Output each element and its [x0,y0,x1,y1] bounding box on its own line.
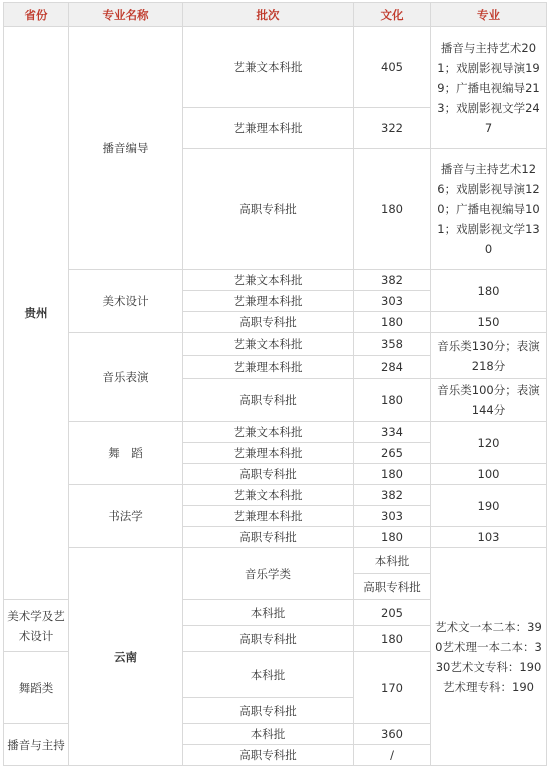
score-table [3,2,547,766]
culture-score: 334 [354,422,431,443]
batch-cell: 艺兼文本科批 [183,270,354,291]
major-score: 103 [431,527,547,548]
culture-score-merged: 艺术文一本二本：390艺术理一本二本：330艺术文专科：190艺术理专科：190 [431,548,547,766]
culture-score: 303 [354,291,431,312]
batch-cell: 艺兼文本科批 [183,333,354,356]
batch-cell: 艺兼理本科批 [183,506,354,527]
batch-cell: 艺兼理本科批 [183,108,354,149]
major-score: 205 [354,600,431,626]
header-culture: 文化 [354,3,431,27]
culture-score: 180 [354,379,431,422]
culture-score: / [354,745,431,766]
culture-score: 180 [354,527,431,548]
table-row [4,27,547,108]
table-row [4,333,547,356]
table-row [4,485,547,506]
culture-score: 180 [354,464,431,485]
table-row [4,270,547,291]
major-score: 180 [431,270,547,312]
batch-cell: 艺兼文本科批 [183,27,354,108]
batch-cell: 艺兼理本科批 [183,443,354,464]
batch-cell: 高职专科批 [183,745,354,766]
batch-cell: 本科批 [183,652,354,698]
major-score: 音乐类130分；表演218分 [431,333,547,379]
culture-score: 382 [354,270,431,291]
batch-cell: 高职专科批 [183,149,354,270]
table-row [4,422,547,443]
province-guizhou: 贵州 [4,27,69,600]
culture-score: 303 [354,506,431,527]
header-major-name: 专业名称 [69,3,183,27]
culture-score: 180 [354,312,431,333]
culture-score: 382 [354,485,431,506]
province-yunnan: 云南 [69,548,183,766]
batch-cell: 高职专科批 [183,527,354,548]
major-score: 170 [354,652,431,724]
batch-cell: 高职专科批 [183,698,354,724]
major-score: 150 [431,312,547,333]
major-name: 音乐表演 [69,333,183,422]
major-score: 190 [431,485,547,527]
culture-score: 284 [354,356,431,379]
culture-score: 358 [354,333,431,356]
major-name: 美术设计 [69,270,183,333]
batch-cell: 本科批 [183,600,354,626]
major-score: 120 [431,422,547,464]
batch-cell: 艺兼文本科批 [183,485,354,506]
culture-score: 180 [354,149,431,270]
batch-cell: 高职专科批 [183,464,354,485]
major-name: 美术学及艺术设计 [4,600,69,652]
header-major: 专业 [431,3,547,27]
header-row [4,3,547,27]
culture-score: 322 [354,108,431,149]
batch-cell: 高职专科批 [183,379,354,422]
culture-score: 265 [354,443,431,464]
culture-score: 405 [354,27,431,108]
major-name: 舞蹈类 [4,652,69,724]
major-name: 舞 蹈 [69,422,183,485]
major-score: 音乐类100分；表演144分 [431,379,547,422]
batch-cell: 高职专科批 [183,626,354,652]
header-province: 省份 [4,3,69,27]
major-score: 播音与主持艺术126；戏剧影视导演120；广播电视编导101；戏剧影视文学130 [431,149,547,270]
major-name: 播音与主持 [4,724,69,766]
major-score: 播音与主持艺术201；戏剧影视导演199；广播电视编导213；戏剧影视文学247 [431,27,547,149]
culture-score: 360 [354,724,431,745]
major-name: 音乐学类 [183,548,354,600]
batch-cell: 高职专科批 [354,574,431,600]
major-score: 180 [354,626,431,652]
major-name: 播音编导 [69,27,183,270]
major-name: 书法学 [69,485,183,548]
header-batch: 批次 [183,3,354,27]
batch-cell: 本科批 [354,548,431,574]
table-row [4,548,547,574]
batch-cell: 艺兼文本科批 [183,422,354,443]
batch-cell: 艺兼理本科批 [183,356,354,379]
batch-cell: 艺兼理本科批 [183,291,354,312]
batch-cell: 高职专科批 [183,312,354,333]
major-score: 100 [431,464,547,485]
batch-cell: 本科批 [183,724,354,745]
